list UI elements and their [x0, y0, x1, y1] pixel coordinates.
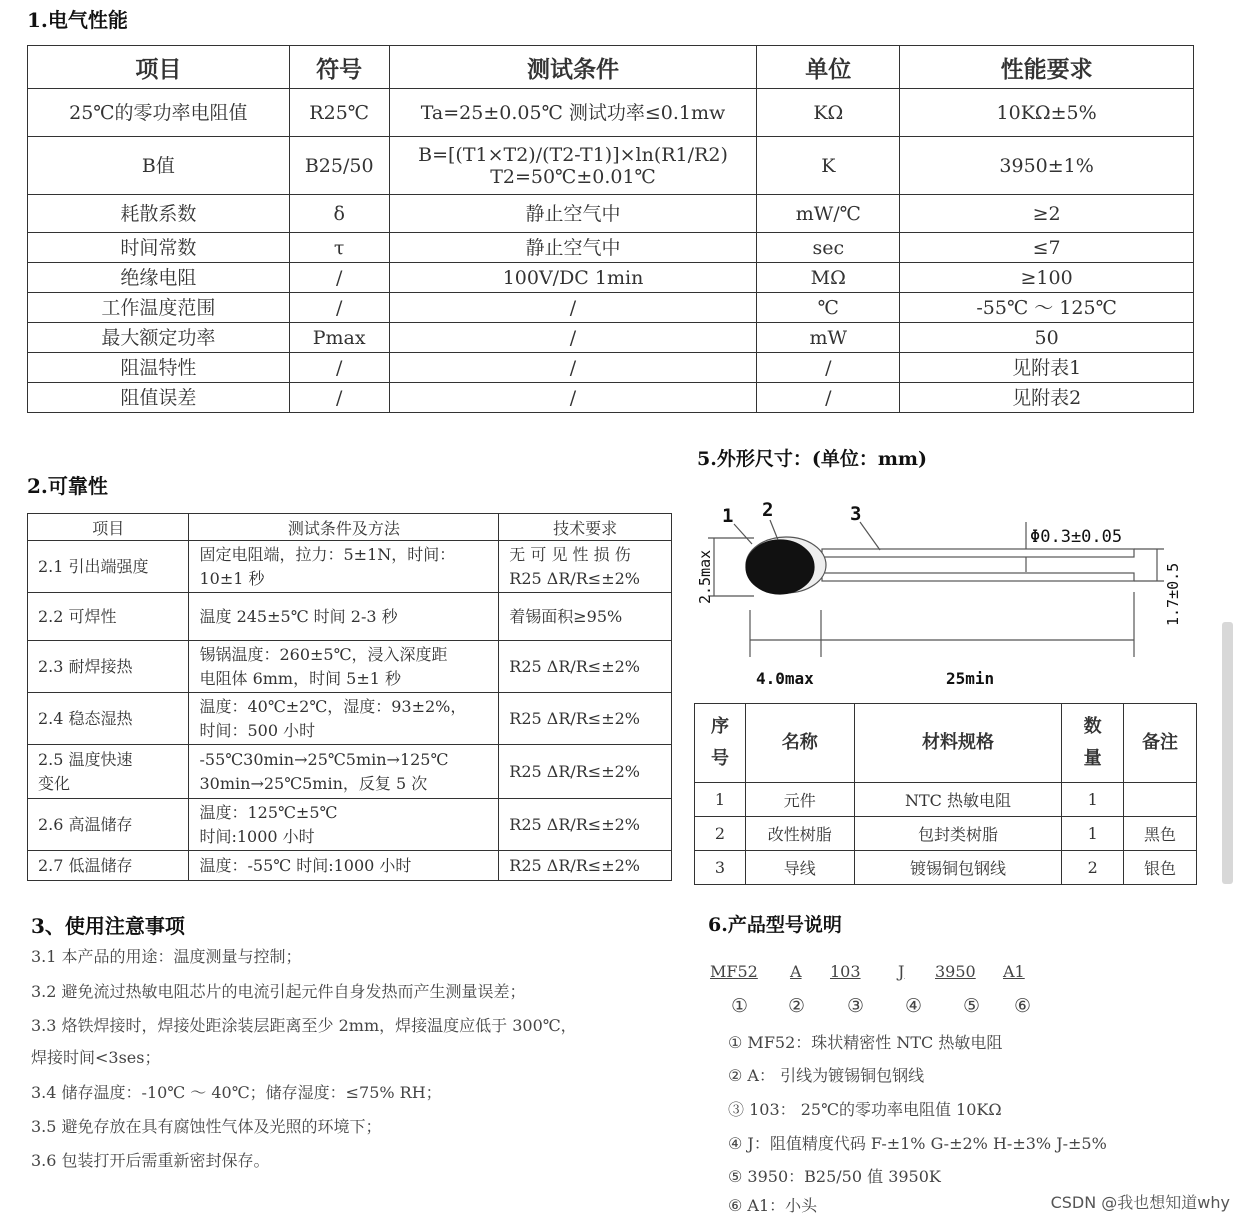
model-code-part: 3950 — [935, 962, 976, 981]
electrical-header-cell: 性能要求 — [900, 46, 1194, 89]
footer-credit: CSDN @我也想知道why — [1050, 1193, 1230, 1212]
electrical-row — [28, 263, 1194, 293]
material-cell: 2 — [1062, 851, 1124, 885]
reliability-row — [28, 693, 672, 745]
usage-note-line: 3.5 避免存放在具有腐蚀性气体及光照的环境下； — [31, 1117, 382, 1136]
electrical-cell: 3950±1% — [900, 137, 1194, 195]
electrical-cell: MΩ — [757, 263, 900, 293]
electrical-cell: Ta=25±0.05℃ 测试功率≤0.1mw — [389, 89, 757, 137]
electrical-cell: / — [289, 263, 389, 293]
electrical-cell: 阻值误差 — [28, 383, 290, 413]
electrical-cell: δ — [289, 195, 389, 233]
electrical-header-cell: 项目 — [28, 46, 290, 89]
scrollbar[interactable] — [1222, 622, 1233, 884]
electrical-cell: ≤7 — [900, 233, 1194, 263]
material-cell: 改性树脂 — [745, 817, 854, 851]
reliability-cell: R25 ΔR/R≤±2% — [499, 641, 672, 693]
material-cell: 1 — [1062, 817, 1124, 851]
electrical-row — [28, 353, 1194, 383]
reliability-cell: 2.7 低温储存 — [28, 851, 189, 881]
model-code-index: ⑤ — [963, 995, 981, 1017]
section1-title: 1.电气性能 — [27, 8, 128, 32]
electrical-cell: ℃ — [757, 293, 900, 323]
electrical-row — [28, 293, 1194, 323]
reliability-cell: R25 ΔR/R≤±2% — [499, 799, 672, 851]
electrical-cell: R25℃ — [289, 89, 389, 137]
material-cell: 黑色 — [1124, 817, 1197, 851]
material-header-cell: 材料规格 — [854, 704, 1062, 783]
reliability-cell: R25 ΔR/R≤±2% — [499, 745, 672, 799]
electrical-cell: 绝缘电阻 — [28, 263, 290, 293]
electrical-cell: ≥2 — [900, 195, 1194, 233]
section2-title: 2.可靠性 — [27, 474, 108, 498]
electrical-cell: B值 — [28, 137, 290, 195]
model-code-index: ② — [788, 995, 806, 1017]
material-cell: 镀锡铜包钢线 — [854, 851, 1062, 885]
electrical-cell: / — [289, 353, 389, 383]
height-max-label: 2.5max — [696, 549, 714, 604]
reliability-table — [27, 513, 672, 881]
reliability-cell: 固定电阻端，拉力：5±1N，时间： 10±1 秒 — [189, 541, 499, 593]
electrical-cell: 50 — [900, 323, 1194, 353]
reliability-cell: 温度：40℃±2℃，湿度：93±2%， 时间：500 小时 — [189, 693, 499, 745]
model-code-index: ④ — [905, 995, 923, 1017]
reliability-header-cell: 测试条件及方法 — [189, 514, 499, 541]
section5-title: 5.外形尺寸：(单位：mm) — [697, 448, 928, 470]
model-code-part: MF52 — [710, 962, 758, 981]
material-cell: 1 — [1062, 783, 1124, 817]
reliability-cell: 2.1 引出端强度 — [28, 541, 189, 593]
reliability-cell: 锡锅温度：260±5℃，浸入深度距 电阻体 6mm，时间 5±1 秒 — [189, 641, 499, 693]
material-header-cell: 备注 — [1124, 704, 1197, 783]
electrical-cell: 静止空气中 — [389, 233, 757, 263]
reliability-cell: 2.3 耐焊接热 — [28, 641, 189, 693]
wire-diameter-label: Φ0.3±0.05 — [1030, 527, 1123, 547]
electrical-header-cell: 测试条件 — [389, 46, 757, 89]
lead-wire-bottom — [822, 573, 1134, 581]
model-code-line: ③ 103： 25℃的零功率电阻值 10KΩ — [728, 1100, 1002, 1119]
electrical-cell: 见附表1 — [900, 353, 1194, 383]
pitch-label: 1.7±0.5 — [1164, 562, 1182, 626]
model-code-line: ⑤ 3950：B25/50 值 3950K — [728, 1167, 941, 1186]
label-1: 1 — [722, 505, 734, 527]
electrical-cell: B25/50 — [289, 137, 389, 195]
section3-title: 3、使用注意事项 — [31, 914, 185, 938]
model-code-index: ③ — [847, 995, 865, 1017]
electrical-row — [28, 137, 1194, 195]
model-code-part: 103 — [830, 962, 861, 981]
electrical-cell: K — [757, 137, 900, 195]
material-cell: 银色 — [1124, 851, 1197, 885]
electrical-header-cell: 符号 — [289, 46, 389, 89]
reliability-row — [28, 541, 672, 593]
material-cell — [1124, 783, 1197, 817]
electrical-cell: 耗散系数 — [28, 195, 290, 233]
model-code-line: ⑥ A1：小头 — [728, 1196, 818, 1215]
reliability-cell: 2.2 可焊性 — [28, 593, 189, 641]
electrical-cell: / — [289, 293, 389, 323]
electrical-row — [28, 89, 1194, 137]
electrical-cell: B=[(T1×T2)/(T2-T1)]×ln(R1/R2) T2=50℃±0.01℃ — [389, 137, 757, 195]
electrical-cell: / — [389, 353, 757, 383]
usage-note-line: 3.4 储存温度：-10℃ ～ 40℃；储存湿度：≤75% RH； — [31, 1083, 442, 1102]
material-header-cell: 序 号 — [695, 704, 746, 783]
model-code-index: ⑥ — [1014, 995, 1032, 1017]
reliability-cell: 2.5 温度快速 变化 — [28, 745, 189, 799]
reliability-cell: 温度：125℃±5℃ 时间:1000 小时 — [189, 799, 499, 851]
material-cell: 1 — [695, 783, 746, 817]
electrical-cell: 25℃的零功率电阻值 — [28, 89, 290, 137]
reliability-header-cell: 项目 — [28, 514, 189, 541]
material-row — [695, 817, 1197, 851]
electrical-row — [28, 233, 1194, 263]
electrical-cell: 100V/DC 1min — [389, 263, 757, 293]
electrical-cell: / — [389, 323, 757, 353]
electrical-cell: 最大额定功率 — [28, 323, 290, 353]
electrical-cell: / — [757, 353, 900, 383]
electrical-cell: 阻温特性 — [28, 353, 290, 383]
lead-wire-top — [822, 549, 1134, 557]
material-header-cell: 名称 — [745, 704, 854, 783]
material-cell: 元件 — [745, 783, 854, 817]
model-code-part: A1 — [1003, 962, 1025, 981]
section6-title: 6.产品型号说明 — [708, 914, 842, 936]
model-code-part: A — [790, 962, 802, 981]
reliability-cell: 温度 245±5℃ 时间 2-3 秒 — [189, 593, 499, 641]
reliability-row — [28, 593, 672, 641]
model-code-line: ① MF52：珠状精密性 NTC 热敏电阻 — [728, 1033, 1003, 1052]
lead-length-label: 25min — [946, 669, 995, 688]
reliability-cell: R25 ΔR/R≤±2% — [499, 693, 672, 745]
reliability-header-cell: 技术要求 — [499, 514, 672, 541]
reliability-cell: -55℃30min→25℃5min→125℃ 30min→25℃5min，反复 5 次 — [189, 745, 499, 799]
electrical-cell: / — [757, 383, 900, 413]
model-code-part: J — [898, 962, 905, 981]
reliability-row — [28, 851, 672, 881]
reliability-row — [28, 745, 672, 799]
model-code-line: ④ J：阻值精度代码 F-±1% G-±2% H-±3% J-±5% — [728, 1134, 1107, 1153]
reliability-cell: 着锡面积≥95% — [499, 593, 672, 641]
electrical-cell: τ — [289, 233, 389, 263]
reliability-cell: 无 可 见 性 损 伤 R25 ΔR/R≤±2% — [499, 541, 672, 593]
dimension-drawing — [694, 492, 1194, 697]
label-3: 3 — [850, 503, 862, 525]
electrical-cell: 静止空气中 — [389, 195, 757, 233]
electrical-cell: mW/℃ — [757, 195, 900, 233]
thermistor-bead — [746, 540, 814, 594]
usage-note-line: 3.2 避免流过热敏电阻芯片的电流引起元件自身发热而产生测量误差； — [31, 982, 526, 1001]
usage-note-line: 3.1 本产品的用途：温度测量与控制； — [31, 947, 302, 966]
electrical-cell: sec — [757, 233, 900, 263]
material-table — [694, 703, 1197, 885]
electrical-cell: / — [389, 383, 757, 413]
electrical-cell: mW — [757, 323, 900, 353]
material-cell: 包封类树脂 — [854, 817, 1062, 851]
electrical-cell: / — [289, 383, 389, 413]
material-cell: 导线 — [745, 851, 854, 885]
electrical-cell: 见附表2 — [900, 383, 1194, 413]
material-row — [695, 783, 1197, 817]
electrical-header-cell: 单位 — [757, 46, 900, 89]
body-length-label: 4.0max — [756, 669, 814, 688]
electrical-cell: -55℃ ～ 125℃ — [900, 293, 1194, 323]
electrical-cell: KΩ — [757, 89, 900, 137]
reliability-row — [28, 799, 672, 851]
electrical-cell: 时间常数 — [28, 233, 290, 263]
material-cell: 2 — [695, 817, 746, 851]
electrical-cell: ≥100 — [900, 263, 1194, 293]
label-2: 2 — [762, 499, 774, 521]
material-cell: 3 — [695, 851, 746, 885]
reliability-row — [28, 641, 672, 693]
material-row — [695, 851, 1197, 885]
electrical-row — [28, 323, 1194, 353]
model-code-line: ② A： 引线为镀锡铜包钢线 — [728, 1066, 925, 1085]
electrical-row — [28, 383, 1194, 413]
reliability-cell: R25 ΔR/R≤±2% — [499, 851, 672, 881]
reliability-cell: 温度：-55℃ 时间:1000 小时 — [189, 851, 499, 881]
model-code-index: ① — [731, 995, 749, 1017]
electrical-cell: / — [389, 293, 757, 323]
reliability-cell: 2.6 高温储存 — [28, 799, 189, 851]
electrical-cell: Pmax — [289, 323, 389, 353]
material-cell: NTC 热敏电阻 — [854, 783, 1062, 817]
usage-note-line: 焊接时间<3ses； — [31, 1048, 161, 1067]
usage-note-line: 3.3 烙铁焊接时，焊接处距涂装层距离至少 2mm，焊接温度应低于 300℃， — [31, 1016, 577, 1035]
usage-note-line: 3.6 包装打开后需重新密封保存。 — [31, 1151, 270, 1170]
electrical-cell: 10KΩ±5% — [900, 89, 1194, 137]
electrical-table — [27, 45, 1194, 413]
reliability-cell: 2.4 稳态湿热 — [28, 693, 189, 745]
material-header-cell: 数 量 — [1062, 704, 1124, 783]
electrical-cell: 工作温度范围 — [28, 293, 290, 323]
electrical-row — [28, 195, 1194, 233]
